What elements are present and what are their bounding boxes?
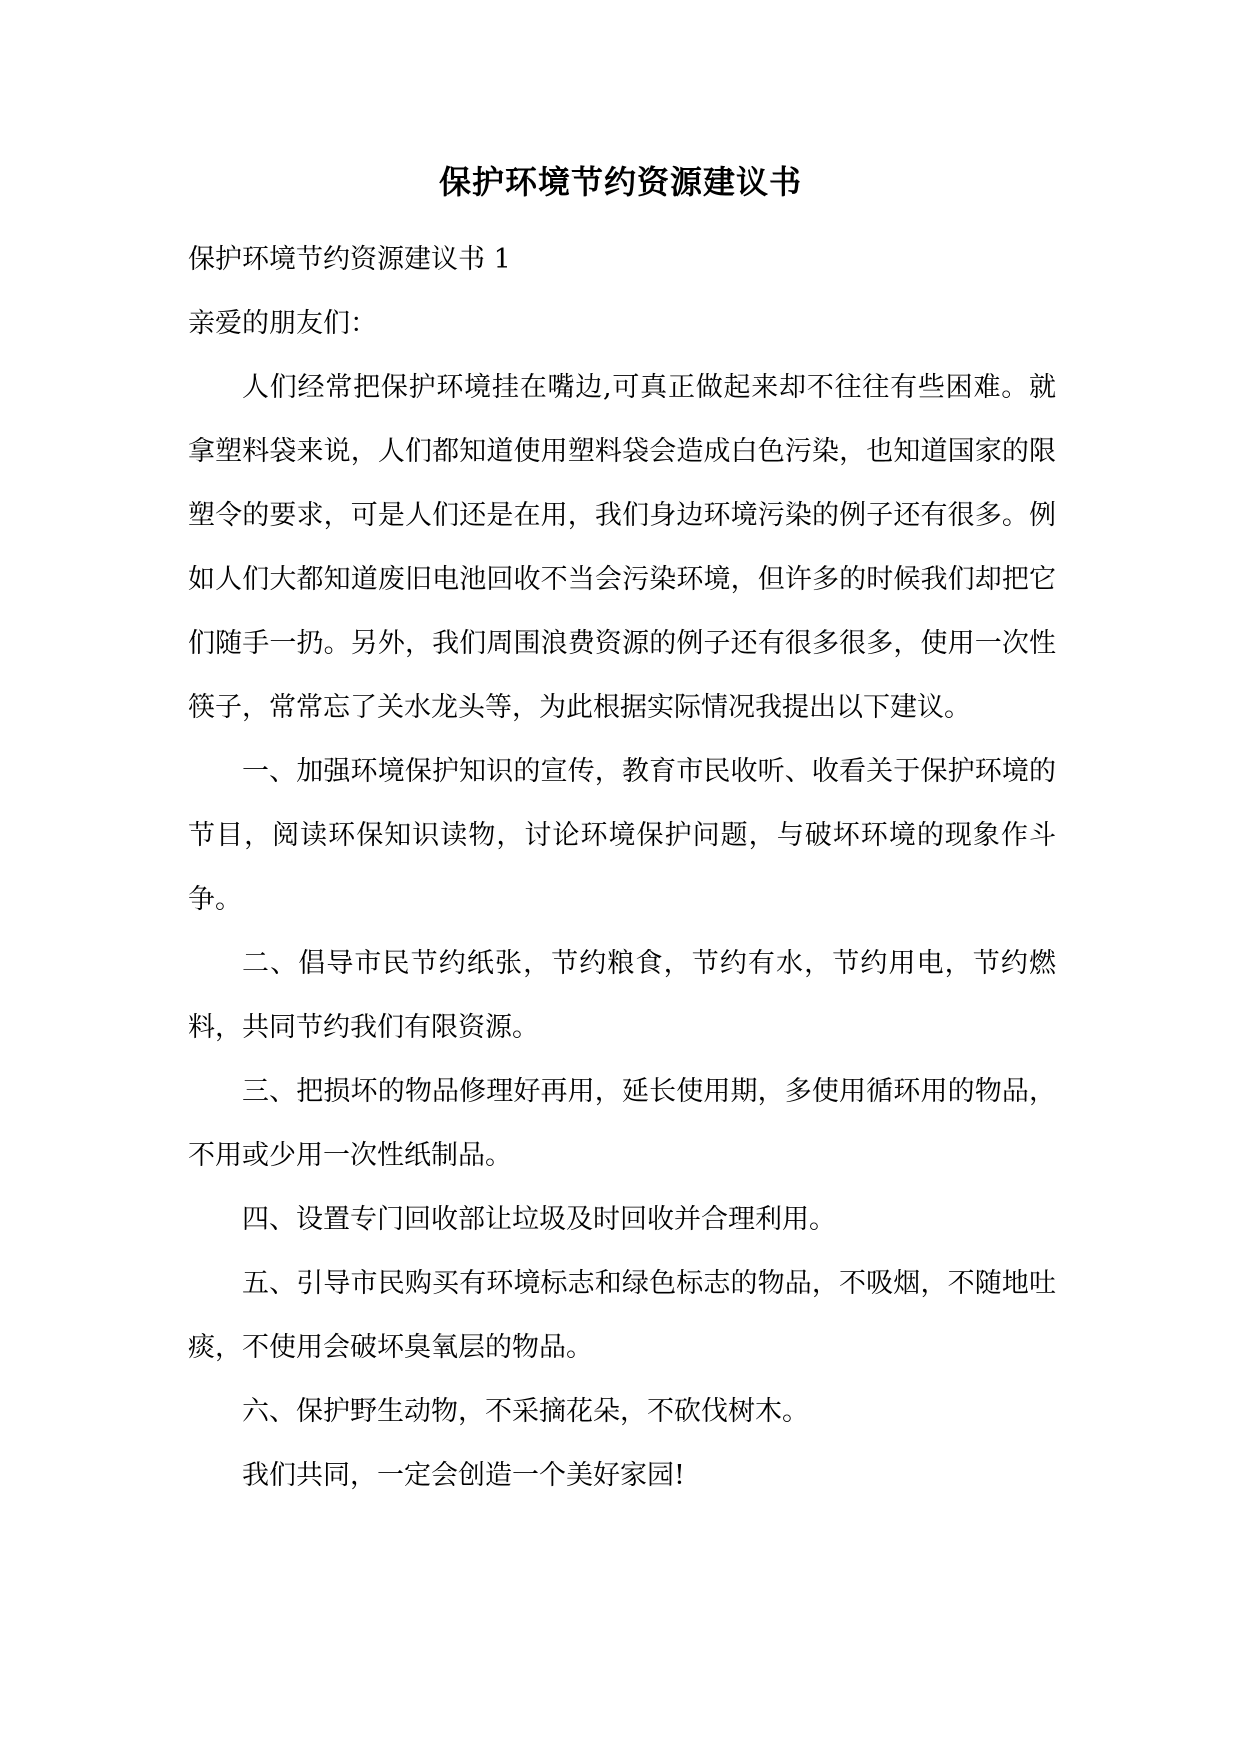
document-body <box>188 228 1056 1508</box>
suggestion-paragraph-1: 一、加强环境保护知识的宣传，教育市民收听、收看关于保护环境的节目，阅读环保知识读物，讨论环境保护问题，与破坏环境的现象作斗争。 <box>188 756 1056 915</box>
suggestion-paragraph-4: 四、设置专门回收部让垃圾及时回收并合理利用。 <box>242 1204 836 1235</box>
suggestion-paragraph-2: 二、倡导市民节约纸张，节约粮食，节约有水，节约用电，节约燃料，共同节约我们有限资源。 <box>188 948 1056 1043</box>
suggestion-paragraph-3: 三、把损坏的物品修理好再用，延长使用期，多使用循环用的物品，不用或少用一次性纸制品。 <box>188 1076 1056 1171</box>
document-title: 保护环境节约资源建议书 <box>438 163 802 201</box>
salutation: 亲爱的朋友们： <box>188 308 377 339</box>
closing-paragraph: 我们共同，一定会创造一个美好家园! <box>242 1460 685 1491</box>
suggestion-paragraph-5: 五、引导市民购买有环境标志和绿色标志的物品，不吸烟，不随地吐痰，不使用会破坏臭氧层的物品。 <box>188 1268 1056 1363</box>
intro-paragraph: 人们经常把保护环境挂在嘴边,可真正做起来却不往往有些困难。就拿塑料袋来说，人们都知道使用塑料袋会造成白色污染，也知道国家的限塑令的要求，可是人们还是在用，我们身边环境污染的例子还有很多。例如人们大都知道废旧电池回收不当会污染环境，但许多的时候我们却把它们随手一扔。另外，我们周围浪费资源的例子还有很多很多，使用一次性筷子，常常忘了关水龙头等，为此根据实际情况我提出以下建议。 <box>188 372 1056 723</box>
suggestion-paragraph-6: 六、保护野生动物，不采摘花朵，不砍伐树木。 <box>242 1396 809 1427</box>
document-subtitle: 保护环境节约资源建议书 1 <box>188 244 511 275</box>
